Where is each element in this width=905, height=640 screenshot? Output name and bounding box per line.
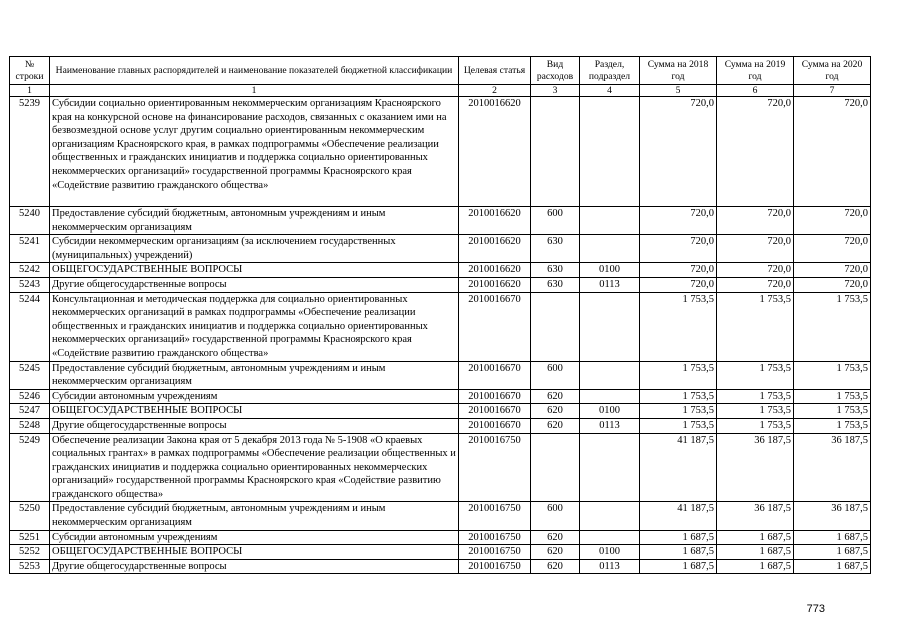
row-expense-type: 630	[531, 235, 580, 263]
row-expense-type: 620	[531, 389, 580, 404]
row-sum-2020: 1 753,5	[794, 361, 871, 389]
row-section: 0113	[580, 277, 640, 292]
row-section	[580, 235, 640, 263]
row-sum-2018: 720,0	[640, 277, 717, 292]
row-section	[580, 530, 640, 545]
row-sum-2019: 36 187,5	[717, 502, 794, 530]
row-sum-2019: 720,0	[717, 97, 794, 207]
row-number: 5246	[10, 389, 50, 404]
row-number: 5241	[10, 235, 50, 263]
table-row	[10, 235, 871, 263]
row-name: Предоставление субсидий бюджетным, автономным учреждениям и иным некоммерческим организациям	[50, 502, 459, 530]
table-row	[10, 207, 871, 235]
row-number: 5251	[10, 530, 50, 545]
row-sum-2019: 36 187,5	[717, 433, 794, 502]
header-sum-2018: Сумма на 2018 год	[640, 57, 717, 85]
budget-table	[9, 56, 871, 574]
table-row	[10, 433, 871, 502]
row-expense-type	[531, 433, 580, 502]
column-index: 2	[459, 85, 531, 97]
row-sum-2020: 720,0	[794, 207, 871, 235]
table-row	[10, 389, 871, 404]
row-expense-type: 620	[531, 404, 580, 419]
page-number: 773	[806, 603, 825, 615]
row-sum-2019: 720,0	[717, 235, 794, 263]
row-section	[580, 361, 640, 389]
row-expense-type: 620	[531, 530, 580, 545]
column-index: 3	[531, 85, 580, 97]
row-number: 5253	[10, 559, 50, 574]
row-number: 5244	[10, 292, 50, 361]
table-header-row	[10, 57, 871, 85]
row-sum-2018: 1 753,5	[640, 389, 717, 404]
row-expense-type	[531, 292, 580, 361]
column-index: 5	[640, 85, 717, 97]
row-number: 5239	[10, 97, 50, 207]
row-sum-2020: 36 187,5	[794, 433, 871, 502]
row-sum-2020: 720,0	[794, 97, 871, 207]
row-sum-2019: 1 687,5	[717, 559, 794, 574]
header-sum-2019: Сумма на 2019 год	[717, 57, 794, 85]
row-target-article: 2010016750	[459, 559, 531, 574]
row-name: Предоставление субсидий бюджетным, автономным учреждениям и иным некоммерческим организациям	[50, 207, 459, 235]
row-target-article: 2010016750	[459, 530, 531, 545]
row-target-article: 2010016750	[459, 433, 531, 502]
row-sum-2018: 1 687,5	[640, 545, 717, 560]
header-target-article: Целевая статья	[459, 57, 531, 85]
row-target-article: 2010016670	[459, 418, 531, 433]
table-row	[10, 292, 871, 361]
row-name: Субсидии социально ориентированным некоммерческим организациям Красноярского края на конкурсной основе на финансирование расходов, связанных с оказанием ими на безвозмездной основе услуг другим социально ориентированным некоммерческим организациям Красноярского края, в рамках подпрограммы «Обеспечение реализации общественных и гражданских инициатив и поддержка социально ориентированных некоммерческих организаций» государственной программы Красноярского края «Содействие развитию гражданского общества»	[50, 97, 459, 207]
row-section	[580, 292, 640, 361]
row-expense-type: 630	[531, 277, 580, 292]
row-sum-2018: 720,0	[640, 207, 717, 235]
table-row	[10, 277, 871, 292]
row-number: 5249	[10, 433, 50, 502]
row-name: Субсидии некоммерческим организациям (за исключением государственных (муниципальных) учреждений)	[50, 235, 459, 263]
column-index: 1	[50, 85, 459, 97]
row-sum-2018: 720,0	[640, 263, 717, 278]
row-section	[580, 389, 640, 404]
row-name: ОБЩЕГОСУДАРСТВЕННЫЕ ВОПРОСЫ	[50, 263, 459, 278]
row-target-article: 2010016670	[459, 292, 531, 361]
column-index: 1	[10, 85, 50, 97]
row-expense-type: 620	[531, 559, 580, 574]
row-number: 5247	[10, 404, 50, 419]
table-row	[10, 418, 871, 433]
row-section: 0100	[580, 263, 640, 278]
row-section	[580, 502, 640, 530]
row-name: Предоставление субсидий бюджетным, автономным учреждениям и иным некоммерческим организациям	[50, 361, 459, 389]
row-section: 0100	[580, 404, 640, 419]
row-expense-type: 600	[531, 502, 580, 530]
table-row	[10, 97, 871, 207]
row-sum-2020: 1 687,5	[794, 559, 871, 574]
column-index: 6	[717, 85, 794, 97]
row-sum-2018: 41 187,5	[640, 502, 717, 530]
row-expense-type: 620	[531, 545, 580, 560]
column-index: 4	[580, 85, 640, 97]
row-number: 5242	[10, 263, 50, 278]
table-row	[10, 530, 871, 545]
table-row	[10, 263, 871, 278]
row-name: Консультационная и методическая поддержка для социально ориентированных некоммерческих организаций в рамках подпрограммы «Обеспечение реализации общественных и гражданских инициатив и поддержка социально ориентированных некоммерческих организаций» государственной программы Красноярского края «Содействие развитию гражданского общества»	[50, 292, 459, 361]
column-index-row	[10, 85, 871, 97]
row-expense-type	[531, 97, 580, 207]
row-sum-2020: 1 753,5	[794, 292, 871, 361]
row-sum-2020: 720,0	[794, 235, 871, 263]
row-sum-2018: 720,0	[640, 97, 717, 207]
row-target-article: 2010016670	[459, 389, 531, 404]
row-sum-2019: 1 753,5	[717, 292, 794, 361]
row-sum-2019: 720,0	[717, 263, 794, 278]
row-sum-2018: 41 187,5	[640, 433, 717, 502]
row-target-article: 2010016620	[459, 97, 531, 207]
row-target-article: 2010016670	[459, 361, 531, 389]
row-name: Субсидии автономным учреждениям	[50, 530, 459, 545]
row-sum-2020: 1 687,5	[794, 545, 871, 560]
row-section	[580, 207, 640, 235]
row-sum-2018: 1 687,5	[640, 530, 717, 545]
row-sum-2019: 1 753,5	[717, 404, 794, 419]
table-row	[10, 361, 871, 389]
row-sum-2020: 36 187,5	[794, 502, 871, 530]
row-target-article: 2010016670	[459, 404, 531, 419]
column-index: 7	[794, 85, 871, 97]
header-sum-2020: Сумма на 2020 год	[794, 57, 871, 85]
row-sum-2019: 1 753,5	[717, 389, 794, 404]
row-name: ОБЩЕГОСУДАРСТВЕННЫЕ ВОПРОСЫ	[50, 545, 459, 560]
header-name: Наименование главных распорядителей и наименование показателей бюджетной классификации	[50, 57, 459, 85]
row-sum-2020: 1 687,5	[794, 530, 871, 545]
row-number: 5252	[10, 545, 50, 560]
row-name: Субсидии автономным учреждениям	[50, 389, 459, 404]
row-number: 5250	[10, 502, 50, 530]
table-body	[10, 97, 871, 574]
row-name: Обеспечение реализации Закона края от 5 декабря 2013 года № 5-1908 «О краевых социальных грантах» в рамках подпрограммы «Обеспечение реализации общественных и гражданских инициатив и поддержка социально ориентированных некоммерческих организаций» государственной программы Красноярского края «Содействие развитию гражданского общества»	[50, 433, 459, 502]
row-sum-2018: 1 753,5	[640, 404, 717, 419]
row-section: 0113	[580, 418, 640, 433]
table-row	[10, 502, 871, 530]
row-sum-2019: 1 753,5	[717, 418, 794, 433]
row-sum-2020: 1 753,5	[794, 418, 871, 433]
row-number: 5243	[10, 277, 50, 292]
row-sum-2019: 720,0	[717, 207, 794, 235]
row-sum-2019: 720,0	[717, 277, 794, 292]
header-expense-type: Вид расходов	[531, 57, 580, 85]
row-sum-2019: 1 687,5	[717, 545, 794, 560]
row-sum-2018: 1 753,5	[640, 292, 717, 361]
row-sum-2020: 1 753,5	[794, 404, 871, 419]
row-expense-type: 600	[531, 361, 580, 389]
row-sum-2020: 720,0	[794, 263, 871, 278]
row-target-article: 2010016620	[459, 235, 531, 263]
table-row	[10, 404, 871, 419]
row-sum-2019: 1 687,5	[717, 530, 794, 545]
row-section	[580, 433, 640, 502]
row-sum-2019: 1 753,5	[717, 361, 794, 389]
row-sum-2018: 1 687,5	[640, 559, 717, 574]
table-row	[10, 559, 871, 574]
row-sum-2018: 1 753,5	[640, 361, 717, 389]
row-name: Другие общегосударственные вопросы	[50, 559, 459, 574]
row-expense-type: 600	[531, 207, 580, 235]
row-sum-2020: 1 753,5	[794, 389, 871, 404]
row-target-article: 2010016750	[459, 545, 531, 560]
row-target-article: 2010016620	[459, 207, 531, 235]
row-section: 0113	[580, 559, 640, 574]
row-expense-type: 630	[531, 263, 580, 278]
row-sum-2018: 1 753,5	[640, 418, 717, 433]
row-sum-2020: 720,0	[794, 277, 871, 292]
row-expense-type: 620	[531, 418, 580, 433]
header-section: Раздел, подраздел	[580, 57, 640, 85]
row-number: 5240	[10, 207, 50, 235]
row-section	[580, 97, 640, 207]
row-name: Другие общегосударственные вопросы	[50, 418, 459, 433]
row-section: 0100	[580, 545, 640, 560]
row-name: ОБЩЕГОСУДАРСТВЕННЫЕ ВОПРОСЫ	[50, 404, 459, 419]
row-sum-2018: 720,0	[640, 235, 717, 263]
row-number: 5245	[10, 361, 50, 389]
row-target-article: 2010016620	[459, 263, 531, 278]
row-number: 5248	[10, 418, 50, 433]
row-target-article: 2010016750	[459, 502, 531, 530]
row-name: Другие общегосударственные вопросы	[50, 277, 459, 292]
table-row	[10, 545, 871, 560]
row-target-article: 2010016620	[459, 277, 531, 292]
header-row-number: № строки	[10, 57, 50, 85]
